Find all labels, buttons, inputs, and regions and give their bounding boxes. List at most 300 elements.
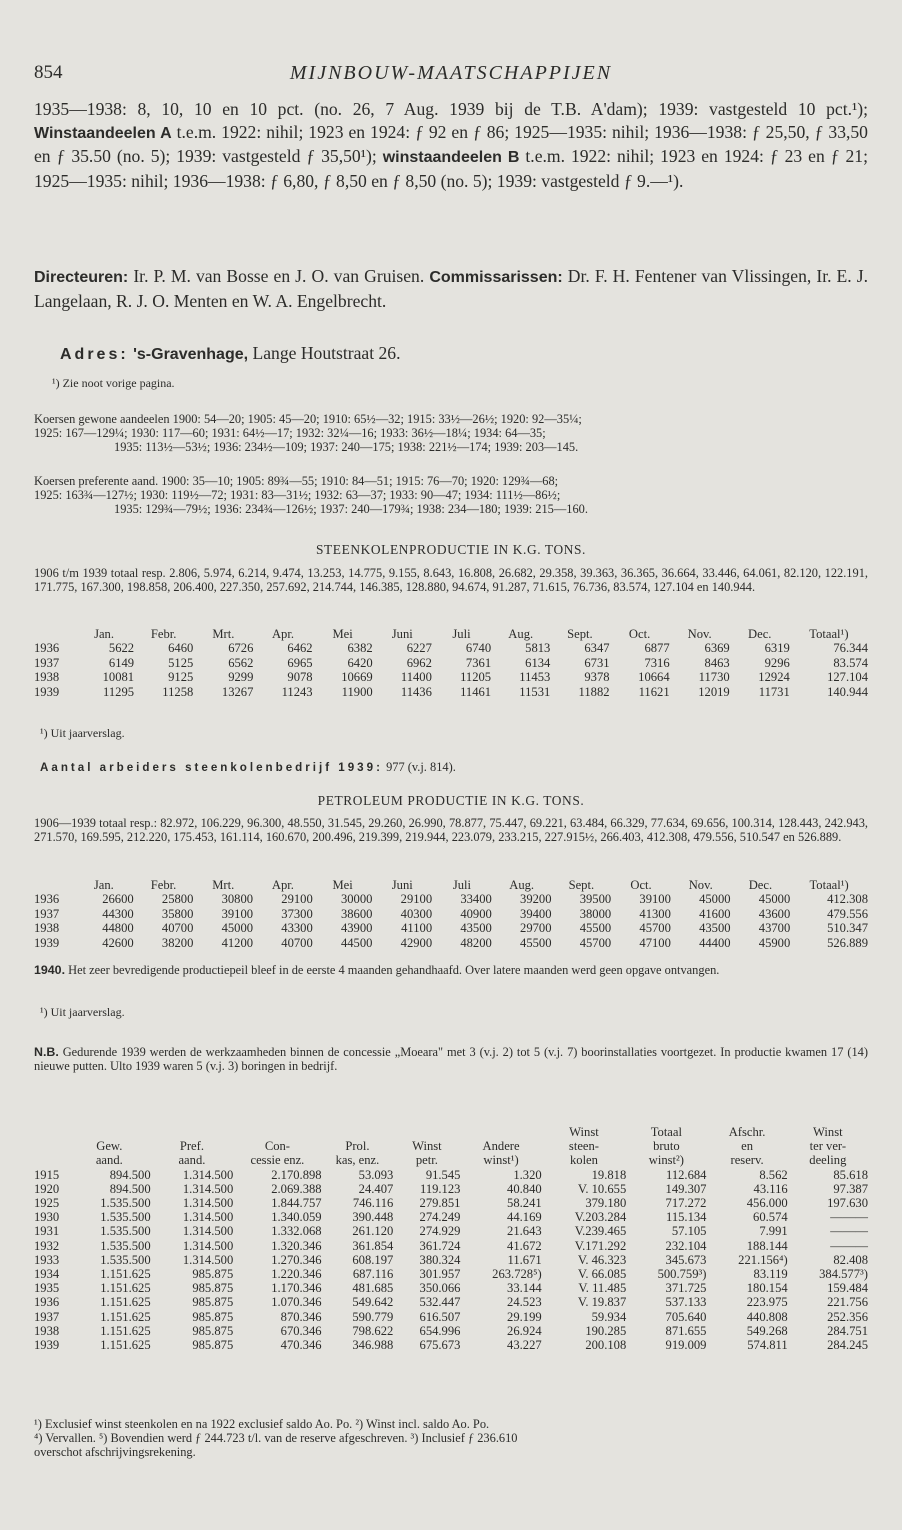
financial-table-wrap [34,1125,868,1352]
table-cell: 221.756 [827,1295,868,1310]
table-cell: Mrt. [212,627,235,641]
table-cell: 1.314.500 [182,1224,234,1239]
arbeiders-label: Aantal arbeiders steenkolenbedrijf 1939: [40,761,383,774]
table-cell: 45000 [221,921,254,936]
management-paragraph [34,265,868,312]
table-cell: 717.272 [665,1196,707,1211]
steenkolen-note: ¹) Uit jaarverslag. [40,726,125,740]
table-cell: 37300 [281,906,313,921]
table-cell: 11295 [103,684,135,699]
table-cell: 871.655 [665,1323,707,1338]
table-cell: 11436 [400,684,432,699]
table-cell: 43.116 [753,1181,788,1196]
table-cell: 26.924 [507,1323,542,1338]
arbeiders-value: 977 (v.j. 814). [386,760,456,774]
table-cell: 10081 [102,670,135,685]
table-cell: 40900 [460,906,492,921]
table-cell: Febr. [150,878,177,892]
table-cell: 301.957 [419,1267,461,1282]
table-cell: 1.320 [513,1167,542,1182]
table-cell: 45000 [699,892,731,907]
table-cell: 274.929 [419,1224,461,1239]
table-cell: V.239.465 [574,1224,627,1239]
table-cell: V.171.292 [574,1238,627,1253]
table-cell: 526.889 [827,935,868,950]
table-cell: 6877 [644,641,670,656]
table-cell: steen- [568,1139,599,1154]
table-cell [34,627,74,641]
winstaandeelen-b-label: winstaandeelen B [382,149,520,167]
table-cell: reserv. [730,1153,764,1168]
table-cell: 19.818 [591,1167,627,1182]
table-cell: Juni [391,627,413,641]
table-cell: 223.975 [746,1295,788,1310]
table-cell: Winst [813,1125,843,1139]
footnote-line-1: ¹) Exclusief winst steenkolen en na 1922 exclusief saldo Ao. Po. ²) Winst incl. saldo Ao. Po. [34,1417,490,1431]
table-cell: 985.875 [192,1309,234,1324]
table-cell [34,878,74,892]
table-cell: Oct. [630,878,652,892]
table-cell: ter ver- [809,1139,847,1154]
table-cell: 1.314.500 [182,1252,234,1267]
table-cell: 6319 [764,641,790,656]
table-cell: 42900 [400,935,433,950]
table-cell: 590.779 [352,1309,394,1324]
table-cell: V. 66.085 [577,1267,627,1282]
table-cell: 11730 [698,670,730,685]
nb-paragraph [34,1045,868,1073]
table-cell: 549.268 [746,1323,788,1338]
adres-label: Adres: [60,346,129,363]
table-cell: 115.134 [666,1210,707,1225]
table-cell: 361.854 [352,1238,394,1253]
table-row [34,1253,868,1267]
table-cell: 127.104 [827,670,868,685]
table-cell: 12924 [758,670,790,685]
table-cell: 2.170.898 [271,1167,322,1182]
table-cell: 6382 [347,641,373,656]
table-cell: 190.285 [585,1323,627,1338]
table-row [34,1168,868,1182]
table-row [34,641,868,655]
table-cell: 345.673 [665,1252,707,1267]
table-header-row [34,1125,868,1139]
table-cell: 1.535.500 [100,1196,151,1211]
table-cell: 1.151.625 [100,1267,151,1282]
table-cell: 1938 [34,921,60,936]
table-cell: 1936 [34,892,60,907]
table-cell: 6562 [228,655,254,670]
table-cell: 40300 [400,906,433,921]
table-cell: 1937 [34,906,60,921]
address-line [60,342,868,367]
table-row [34,1310,868,1324]
table-cell: 112.684 [666,1167,707,1182]
table-cell: 45500 [579,921,612,936]
table-cell: 1938 [34,670,60,685]
table-cell: 1.535.500 [100,1238,151,1253]
steenkolen-table [34,627,868,699]
table-cell: 390.448 [352,1210,394,1225]
table-cell: 470.346 [280,1338,322,1353]
table-cell: 1.220.346 [271,1267,322,1282]
table-cell: Andere [482,1139,520,1154]
table-cell: 59.934 [591,1309,627,1324]
table-cell: cessie enz. [250,1153,305,1168]
table-cell: 41.672 [507,1238,542,1253]
table-cell: 1.340.059 [271,1210,322,1225]
table-cell: 6420 [347,655,373,670]
table-cell: 1935 [34,1281,60,1296]
steenkolen-title: STEENKOLENPRODUCTIE IN K.G. TONS. [315,542,586,557]
table-cell: 83.119 [753,1267,788,1282]
table-cell: 6731 [584,655,610,670]
table-cell: ——— [830,1238,868,1253]
table-cell: 60.574 [753,1210,788,1225]
table-cell: 40700 [281,935,313,950]
table-cell: Winst [412,1139,442,1154]
table-row [34,1196,868,1210]
nb-label: N.B. [34,1045,59,1059]
table-cell: 38600 [340,906,373,921]
table-cell: 1933 [34,1252,60,1267]
table-cell: 6134 [525,655,551,670]
note-1940-text: Het zeer bevredigende productiepeil bleef in de eerste 4 maanden gehandhaafd. Over latere maanden werd geen opgave ontvangen. [68,963,720,977]
footnote-line-3: overschot afschrijvingsrekening. [34,1445,196,1460]
table-cell: 45900 [758,935,791,950]
table-cell: 1.270.346 [271,1252,322,1267]
nb-text: Gedurende 1939 werden de werkzaamheden binnen de concessie „Moeara" met 3 (v.j. 2) tot 5 (v.j. 7) boorinstallaties voortgezet. In productie kwamen 17 (14) nieuwe putten. Ulto 1939 waren 5 (v.j. 3) boringen in bedrijf. [34,1045,868,1074]
table-cell: 43.227 [507,1338,542,1353]
commissarissen-label: Commissarissen: [429,269,563,286]
table-cell: 1.151.625 [100,1338,151,1353]
table-cell: Dec. [748,878,773,892]
table-cell: 6462 [287,641,313,656]
table-cell: 159.484 [827,1281,868,1296]
table-cell: 1.170.346 [271,1281,322,1296]
table-cell: V. 46.323 [577,1252,627,1267]
table-cell: Febr. [150,627,177,641]
running-title: MIJNBOUW-MAATSCHAPPIJEN [289,62,613,84]
table-cell: 9378 [584,670,610,685]
table-cell: 284.751 [827,1323,868,1338]
table-cell: Mei [332,627,353,641]
table-cell: 76.344 [833,641,868,656]
table-cell: 43300 [281,921,313,936]
table-cell: 11900 [341,684,373,699]
table-cell: 687.116 [352,1267,394,1282]
table-cell: 33400 [460,892,492,907]
table-cell: petr. [415,1153,438,1168]
table-cell: 1.314.500 [182,1167,234,1182]
table-cell: kas, enz. [335,1153,380,1168]
table-cell: Totaal¹) [809,627,849,641]
table-row [34,685,868,699]
table-cell: 870.346 [280,1309,322,1324]
table-cell: 39400 [520,906,552,921]
table-cell: 1.151.625 [100,1309,151,1324]
petroleum-table-wrap [34,878,868,950]
table-cell: 1.320.346 [271,1238,322,1253]
table-cell: Apr. [271,878,294,892]
table-cell: 9296 [764,655,790,670]
table-cell: 252.356 [827,1309,868,1324]
koersen-gewone [34,412,868,455]
table-cell: 12019 [698,684,730,699]
table-cell: kolen [569,1153,598,1168]
table-cell [34,1139,68,1153]
table-cell: 670.346 [280,1323,322,1338]
table-cell: 1936 [34,641,60,656]
table-cell: 6227 [406,641,432,656]
table-cell: 43500 [699,921,731,936]
steenkolen-totals: 1906 t/m 1939 totaal resp. 2.806, 5.974, 6.214, 9.474, 13.253, 14.775, 9.155, 8.643, 16.808, 26.682, 29.358, 39.363, 36.365, 36.664, 33.446, 64.061, 82.120, 122.191, 171.775, 167.300, 198.858, 206.400, 227.350, 257.692, 214.744, 146.385, 128.880, 94.674, 91.287, 71.615, 76.736, 83.574, 127.104 en 140.944. [34,566,868,595]
table-cell [68,1125,151,1139]
table-row [34,656,868,670]
adres-city: 's-Gravenhage, [133,346,249,363]
table-cell: 261.120 [352,1224,394,1239]
table-cell: 1.070.346 [271,1295,322,1310]
table-cell: 1931 [34,1224,60,1239]
table-cell: 149.307 [665,1181,707,1196]
table-cell: 119.123 [419,1181,461,1196]
table-cell: 274.249 [419,1210,461,1225]
table-cell: 21.643 [507,1224,542,1239]
table-cell: 1.535.500 [100,1210,151,1225]
table-cell: 608.197 [352,1252,394,1267]
table-cell: 1939 [34,1338,60,1353]
koersen-gewone-line-2: 1925: 167—129¼; 1930: 117—60; 1931: 64½—17; 1932: 32¼—16; 1933: 36½—18¼; 1934: 64—35; [34,426,546,441]
table-row [34,1281,868,1295]
table-cell: ——— [830,1224,868,1239]
table-cell: Totaal [650,1125,682,1139]
table-cell: 30000 [340,892,373,907]
table-cell: 985.875 [192,1323,234,1338]
table-cell: Mrt. [212,878,235,892]
table-cell: 479.556 [827,906,868,921]
table-cell: 1.332.068 [271,1224,322,1239]
table-cell: 11243 [281,684,313,699]
note-1940-label: 1940. [34,963,66,977]
table-cell: 40700 [161,921,194,936]
table-cell: Jan. [94,627,114,641]
table-cell: 9125 [168,670,194,685]
table-cell: 39100 [639,892,671,907]
table-cell: 44500 [340,935,373,950]
table-row [34,1224,868,1238]
table-cell: 11731 [758,684,790,699]
table-cell: 6740 [465,641,492,656]
table-cell: Aug. [509,878,535,892]
table-cell: Oct. [628,627,651,641]
table-cell: 91.545 [425,1167,461,1182]
table-cell: Dec. [748,627,772,641]
table-cell: 11461 [460,684,492,699]
steenkolen-table-wrap [34,627,868,699]
table-cell: 616.507 [419,1309,461,1324]
table-cell: Sept. [568,878,595,892]
table-cell: 24.523 [507,1295,542,1310]
table-cell: Nov. [688,878,713,892]
financial-footnotes [34,1417,868,1460]
table-cell: 1.314.500 [182,1196,234,1211]
table-cell: ——— [830,1210,868,1225]
table-cell: 44800 [102,921,134,936]
table-cell: 30800 [221,892,254,907]
table-cell: 85.618 [833,1167,868,1182]
table-cell: 42600 [102,935,134,950]
table-cell: 188.144 [746,1238,788,1253]
table-cell: 654.996 [419,1323,461,1338]
table-cell: 43700 [758,921,791,936]
dividend-paragraph [34,98,868,192]
table-cell: 346.988 [352,1338,394,1353]
table-cell: 1938 [34,1323,60,1338]
table-cell: 1930 [34,1210,60,1225]
table-cell: 985.875 [192,1281,234,1296]
table-cell: 919.009 [665,1338,707,1353]
table-cell [460,1125,541,1139]
dividend-text-a: 1935—1938: 8, 10, 10 en 10 pct. (no. 26, 7 Aug. 1939 bij de T.B. A'dam); 1939: vastgesteld 10 pct.¹); [34,99,868,119]
table-cell: 33.144 [507,1281,542,1296]
table-cell: 232.104 [665,1238,707,1253]
petroleum-table [34,878,868,950]
table-cell: 41300 [639,906,671,921]
table-cell: deeling [809,1153,847,1168]
adres-street: Lange Houtstraat 26. [252,343,401,363]
table-cell: Juni [391,878,413,892]
table-cell: 29100 [400,892,433,907]
table-cell: 1.314.500 [182,1181,234,1196]
table-cell: 350.066 [419,1281,461,1296]
table-cell: Pref. [179,1139,204,1154]
table-cell: 279.851 [419,1196,461,1211]
table-cell: 1.314.500 [182,1210,234,1225]
table-cell: Totaal¹) [809,878,849,892]
table-cell: Sept. [567,627,593,641]
table-cell: 9299 [228,670,254,685]
petroleum-totals: 1906—1939 totaal resp.: 82.972, 106.229, 96.300, 48.550, 31.545, 29.260, 26.990, 78.877, 75.447, 69.221, 63.484, 66.329, 77.634, 69.656, 100.314, 128.443, 242.943, 271.570, 169.595, 212.220, 175.453, 161.114, 160.670, 200.496, 219.399, 219.944, 223.079, 233.215, 227.915½, 266.403, 412.308, 479.556, 510.547 en 526.889. [34,816,868,845]
table-cell: 39100 [221,906,254,921]
table-cell: 44.169 [507,1210,542,1225]
table-cell: V. 11.485 [578,1281,627,1296]
table-cell: 83.574 [833,655,868,670]
table-cell: 6962 [406,655,432,670]
petroleum-1940-note [34,963,868,977]
dividend-text-e: t.e.m. 1922: nihil; 1923 en 1924: ƒ 23 en ƒ 21; 1925—1935: nihil; 1936—1938: ƒ 6,80, ƒ 8,50 en ƒ 8,50 (no. 5); 1939: vastgesteld ƒ 9.—¹). [34,146,868,191]
table-cell: 58.241 [507,1196,542,1211]
table-row [34,1295,868,1309]
table-cell: 29100 [281,892,313,907]
table-row [34,1239,868,1253]
table-cell: 6369 [704,641,730,656]
table-cell: 1.151.625 [100,1323,151,1338]
table-cell: Gew. [96,1139,123,1154]
table-cell: 1.314.500 [182,1238,234,1253]
table-cell: 197.630 [827,1196,868,1211]
winstaandeelen-a-label: Winstaandeelen A [34,124,172,142]
table-cell: 532.447 [419,1295,461,1310]
table-cell: 481.685 [352,1281,394,1296]
table-cell: 24.407 [358,1181,394,1196]
table-cell: 6149 [108,655,135,670]
table-cell: 43500 [460,921,492,936]
table-cell: 45700 [639,921,671,936]
table-cell: 11453 [519,670,551,685]
koersen-pref-line-3: 1935: 129¾—79½; 1936: 234¾—126½; 1937: 240—179¾; 1938: 234—180; 1939: 215—160. [114,502,588,517]
table-cell: 384.577³) [819,1267,868,1282]
footnote-line-2: ⁴) Vervallen. ⁵) Bovendien werd ƒ 244.723 t/l. van de reserve afgeschreven. ³) Inclusief ƒ 236.610 [34,1431,518,1446]
table-cell: 140.944 [827,684,868,699]
table-header-row [34,627,868,641]
koersen-pref-line-2: 1925: 163¾—127½; 1930: 119½—72; 1931: 83—31½; 1932: 63—37; 1933: 90—47; 1934: 111½—86½; [34,488,561,503]
table-cell: Juli [452,627,471,641]
table-cell: 45500 [520,935,552,950]
table-cell: Juli [452,878,472,892]
table-cell: aand. [178,1153,206,1168]
table-cell: 985.875 [192,1267,234,1282]
table-cell: 894.500 [109,1181,151,1196]
koersen-pref-line-1: Koersen preferente aand. 1900: 35—10; 1905: 89¾—55; 1910: 84—51; 1915: 76—70; 1920: 129¾—68; [34,474,559,488]
table-cell: aand. [95,1153,123,1168]
commissarissen-text: Dr. F. H. Fentener van Vlissingen, Ir. E. J. Langelaan, R. J. O. Menten en W. A. Engelbrecht. [34,266,869,311]
table-cell: winst²) [648,1153,684,1168]
table-cell: 440.808 [746,1309,788,1324]
table-cell: 39200 [520,892,552,907]
table-cell: 38000 [579,906,612,921]
table-cell: 10664 [638,670,670,685]
table-cell: 8463 [704,655,730,670]
table-cell: 5813 [525,641,551,656]
table-cell: 379.180 [585,1196,627,1211]
table-cell: 6460 [168,641,194,656]
table-cell: 361.724 [419,1238,461,1253]
table-cell: 500.759³) [657,1267,707,1282]
page-header [34,62,868,88]
table-cell: Prol. [345,1139,370,1154]
table-cell: 26600 [102,892,134,907]
table-cell: 41100 [401,921,433,936]
table-cell: 11400 [400,670,432,685]
table-cell [322,1125,394,1139]
table-cell: 1932 [34,1238,60,1253]
table-cell: 45000 [758,892,791,907]
table-header-row [34,878,868,892]
table-cell [34,1125,68,1139]
table-cell: 371.725 [665,1281,707,1296]
petroleum-note: ¹) Uit jaarverslag. [40,1005,125,1019]
table-cell: 1.535.500 [100,1252,151,1267]
table-cell: 47100 [639,935,671,950]
table-cell: 41600 [699,906,731,921]
directeuren-text: Ir. P. M. van Bosse en J. O. van Gruisen. [133,266,425,286]
table-cell: 1.535.500 [100,1224,151,1239]
table-cell: 380.324 [419,1252,461,1267]
table-cell: 510.347 [827,921,868,936]
table-cell: 180.154 [746,1281,788,1296]
table-cell: Nov. [687,627,712,641]
table-cell: 1915 [34,1167,60,1182]
table-cell [151,1125,234,1139]
table-cell: 894.500 [109,1167,151,1182]
table-cell: en [741,1139,754,1154]
table-cell: 11.671 [507,1252,542,1267]
table-cell: Con- [264,1139,290,1154]
table-cell: 11258 [162,684,194,699]
table-cell: 1934 [34,1267,60,1282]
table-cell: 537.133 [665,1295,707,1310]
table-cell: 44300 [102,906,134,921]
